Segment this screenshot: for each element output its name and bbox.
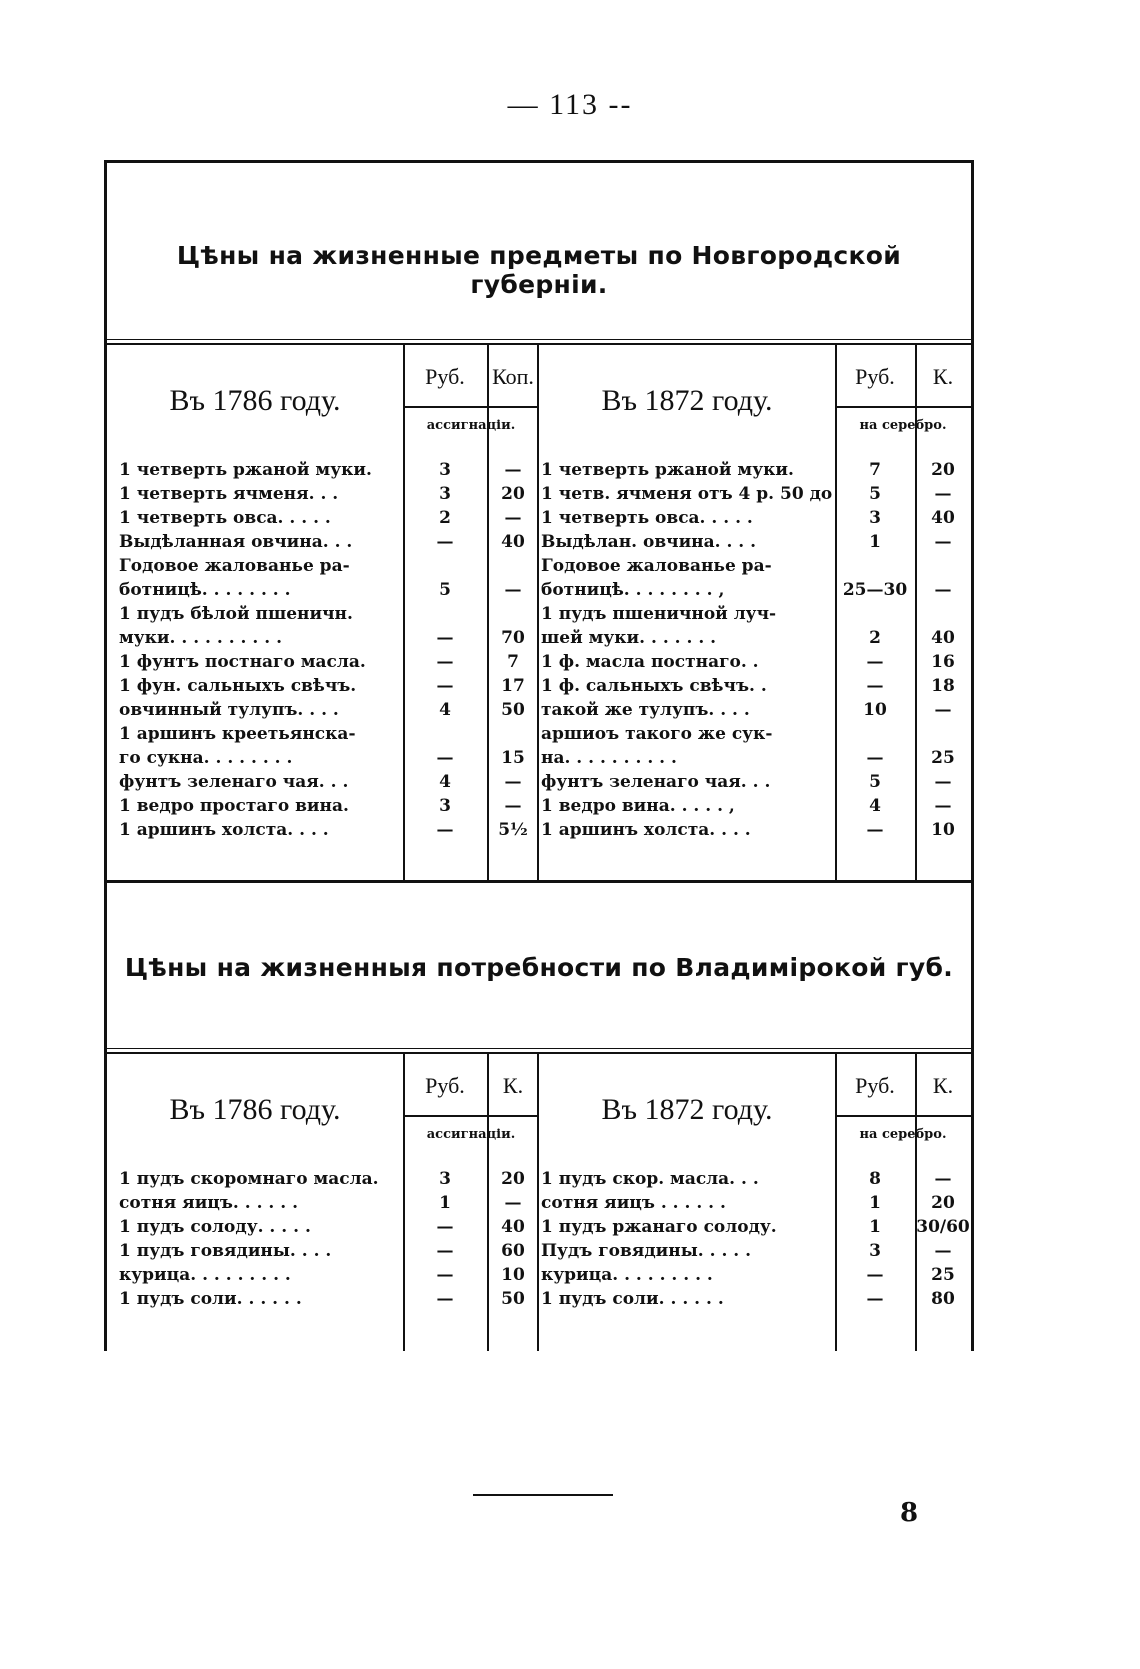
table-row-item: 1 пудъ солоду. . . . .	[119, 1217, 311, 1237]
table-row-item: курица. . . . . . . . .	[119, 1265, 291, 1285]
table-row-item: муки. . . . . . . . . .	[119, 628, 282, 648]
table-cell-kop: 30/60	[916, 1217, 970, 1237]
table1-left-year: Въ 1786 году.	[169, 384, 341, 417]
table-cell-rub: —	[866, 1265, 884, 1285]
table-row-item: 1 ф. сальныхъ свѣчъ. .	[541, 676, 767, 696]
table-cell-kop: 15	[501, 748, 525, 768]
table-row-item: 1 пудъ соли. . . . . .	[541, 1289, 724, 1309]
table-cell-rub: 1	[869, 1217, 881, 1237]
table-cell-kop: 40	[931, 508, 955, 528]
table-row-item: 1 пудъ скоромнаго масла.	[119, 1169, 379, 1189]
table-cell-kop: —	[934, 772, 952, 792]
table-cell-rub: 4	[869, 796, 881, 816]
table-cell-rub: —	[436, 676, 454, 696]
table-cell-kop: —	[934, 484, 952, 504]
table-cell-rub: 2	[869, 628, 881, 648]
table1-right-rub-header: Руб.	[855, 364, 895, 389]
table-cell-kop: 50	[501, 1289, 525, 1309]
table-cell-kop: 20	[931, 1193, 955, 1213]
table-cell-kop: 25	[931, 1265, 955, 1285]
table-cell-rub: —	[436, 652, 454, 672]
table-cell-kop: 16	[931, 652, 955, 672]
table-row-item: Выдѣланная овчина. . .	[119, 532, 353, 552]
table-cell-kop: —	[934, 532, 952, 552]
table2-left-currency: ассигнаціи.	[426, 1127, 516, 1142]
table-cell-kop: —	[504, 772, 522, 792]
table-cell-rub: 5	[869, 484, 881, 504]
table-cell-kop: —	[504, 796, 522, 816]
table-cell-kop: —	[504, 1193, 522, 1213]
table-cell-kop: —	[504, 580, 522, 600]
table-cell-rub: —	[866, 652, 884, 672]
table-row-item: такой же тулупъ. . . .	[541, 700, 750, 720]
table-cell-rub: —	[436, 820, 454, 840]
table-cell-kop: 40	[501, 1217, 525, 1237]
table-row-item: овчинный тулупъ. . . .	[119, 700, 339, 720]
table1-right-currency: на серебро.	[859, 418, 947, 433]
table-cell-rub: —	[436, 1265, 454, 1285]
table-cell-kop: —	[934, 700, 952, 720]
table-cell-rub: 4	[439, 700, 451, 720]
table-row-item: сотня яицъ . . . . . .	[541, 1193, 726, 1213]
price-tables-frame	[104, 160, 974, 1351]
table-row-item: 1 аршинъ креетьянска-	[119, 724, 356, 744]
table-cell-rub: 3	[439, 484, 451, 504]
table1-left-kop-header: Коп.	[492, 364, 534, 389]
table-cell-rub: 1	[439, 1193, 451, 1213]
table-row-item: 1 ф. масла постнаго. .	[541, 652, 759, 672]
table-row-item: на. . . . . . . . . .	[541, 748, 677, 768]
table-row-item: 1 пудъ ржанаго солоду.	[541, 1217, 777, 1237]
table-row-item: 1 ведро простаго вина.	[119, 796, 349, 816]
table2-right-currency: на серебро.	[859, 1127, 947, 1142]
table-row-item: ботницѣ. . . . . . . . ,	[541, 580, 725, 600]
table-row-item: 1 пудъ скор. масла. . .	[541, 1169, 759, 1189]
table-row-item: 1 фунтъ постнаго масла.	[119, 652, 366, 672]
divider	[107, 880, 971, 883]
table-cell-kop: —	[934, 796, 952, 816]
table-cell-kop: 18	[931, 676, 955, 696]
table-cell-rub: 2	[439, 508, 451, 528]
table-row-item: аршиоъ такого же сук-	[541, 724, 773, 744]
table-cell-kop: 7	[507, 652, 519, 672]
table-cell-rub: 1	[869, 1193, 881, 1213]
table-row-item: 1 четверть овса. . . . .	[541, 508, 753, 528]
table-cell-kop: —	[504, 460, 522, 480]
table-cell-rub: —	[436, 532, 454, 552]
table-row-item: 1 пудъ бѣлой пшеничн.	[119, 604, 353, 624]
item-column	[541, 1167, 833, 1311]
item-column	[119, 1167, 401, 1311]
table2-left-rub-header: Руб.	[425, 1073, 465, 1098]
table-cell-rub: 7	[869, 460, 881, 480]
table-cell-rub: —	[436, 748, 454, 768]
table-cell-rub: 4	[439, 772, 451, 792]
table-cell-rub: 5	[869, 772, 881, 792]
table2-right-year: Въ 1872 году.	[601, 1093, 773, 1126]
table-row-item: 1 пудъ говядины. . . .	[119, 1241, 332, 1261]
table-row-item: сотня яицъ. . . . . .	[119, 1193, 299, 1213]
item-column	[541, 458, 833, 842]
table-cell-kop: 10	[501, 1265, 525, 1285]
table-row-item: Годовое жалованье ра-	[119, 556, 350, 576]
table-cell-kop: —	[934, 1169, 952, 1189]
table-cell-kop: —	[504, 508, 522, 528]
table-cell-rub: 5	[439, 580, 451, 600]
table-cell-kop: 20	[501, 1169, 525, 1189]
table-row-item: Выдѣлан. овчина. . . .	[541, 532, 757, 552]
table1-right-year: Въ 1872 году.	[601, 384, 773, 417]
signature-mark: 8	[900, 1498, 919, 1528]
table-row-item: фунтъ зеленаго чая. . .	[119, 772, 349, 792]
table-cell-rub: —	[866, 820, 884, 840]
table1-title: Цѣны на жизненные предметы по Новгородской губерніи.	[176, 241, 902, 299]
table-cell-rub: —	[866, 748, 884, 768]
table-row-item: 1 фун. сальныхъ свѣчъ.	[119, 676, 357, 696]
table-cell-rub: 3	[869, 1241, 881, 1261]
table-cell-rub: 3	[439, 1169, 451, 1189]
table-cell-rub: 25—30	[842, 580, 908, 600]
table-cell-kop: 40	[501, 532, 525, 552]
table-cell-kop: 60	[501, 1241, 525, 1261]
table-cell-kop: 70	[501, 628, 525, 648]
table-cell-kop: 5½	[498, 820, 528, 840]
page-number: — 113 --	[507, 88, 633, 121]
table2-left-year: Въ 1786 году.	[169, 1093, 341, 1126]
table2-right-rub-header: Руб.	[855, 1073, 895, 1098]
table-row-item: ботницѣ. . . . . . . .	[119, 580, 291, 600]
table-row-item: 1 аршинъ холста. . . .	[119, 820, 329, 840]
table-cell-rub: 3	[439, 460, 451, 480]
table-row-item: курица. . . . . . . . .	[541, 1265, 713, 1285]
table2-right-kop-header: К.	[932, 1073, 954, 1098]
table-cell-rub: —	[436, 1217, 454, 1237]
table-cell-rub: —	[866, 1289, 884, 1309]
table-row-item: 1 пудъ соли. . . . . .	[119, 1289, 302, 1309]
table-cell-kop: 40	[931, 628, 955, 648]
table-cell-kop: —	[934, 1241, 952, 1261]
table1-left-rub-header: Руб.	[425, 364, 465, 389]
table-cell-rub: —	[866, 676, 884, 696]
table2-left-kop-header: К.	[502, 1073, 524, 1098]
table-cell-kop: 20	[931, 460, 955, 480]
table-row-item: 1 четв. ячменя отъ 4 р. 50 до	[541, 484, 833, 504]
table1-left-currency: ассигнаціи.	[426, 418, 516, 433]
table-row-item: Годовое жалованье ра-	[541, 556, 772, 576]
item-column	[119, 458, 401, 842]
table-row-item: 1 четверть ржаной муки.	[541, 460, 794, 480]
table-cell-kop: 50	[501, 700, 525, 720]
table-cell-kop: —	[934, 580, 952, 600]
table2	[107, 1053, 971, 1351]
table-cell-kop: 25	[931, 748, 955, 768]
table-row-item: 1 ведро вина. . . . . ,	[541, 796, 735, 816]
footer-rule	[473, 1494, 613, 1496]
table-cell-kop: 10	[931, 820, 955, 840]
table-cell-rub: —	[436, 1289, 454, 1309]
table-row-item: шей муки. . . . . . .	[541, 628, 717, 648]
table-row-item: 1 четверть овса. . . . .	[119, 508, 331, 528]
table1	[107, 344, 971, 880]
table-row-item: го сукна. . . . . . . .	[119, 748, 293, 768]
table-cell-kop: 17	[501, 676, 525, 696]
table-cell-kop: 80	[931, 1289, 955, 1309]
table-row-item: Пудъ говядины. . . . .	[541, 1241, 752, 1261]
table1-right-kop-header: К.	[932, 364, 954, 389]
table-cell-kop: 20	[501, 484, 525, 504]
table-cell-rub: 1	[869, 532, 881, 552]
table-cell-rub: 8	[869, 1169, 881, 1189]
table-row-item: 1 четверть ячменя. . .	[119, 484, 339, 504]
table-row-item: 1 аршинъ холста. . . .	[541, 820, 751, 840]
table-cell-rub: 10	[863, 700, 887, 720]
table-cell-rub: 3	[869, 508, 881, 528]
table-row-item: фунтъ зеленаго чая. . .	[541, 772, 771, 792]
table-row-item: 1 четверть ржаной муки.	[119, 460, 372, 480]
table-cell-rub: —	[436, 628, 454, 648]
table-cell-rub: 3	[439, 796, 451, 816]
table2-title: Цѣны на жизненныя потребности по Владимірокой губ.	[124, 953, 954, 982]
table-row-item: 1 пудъ пшеничной луч-	[541, 604, 777, 624]
table-cell-rub: —	[436, 1241, 454, 1261]
